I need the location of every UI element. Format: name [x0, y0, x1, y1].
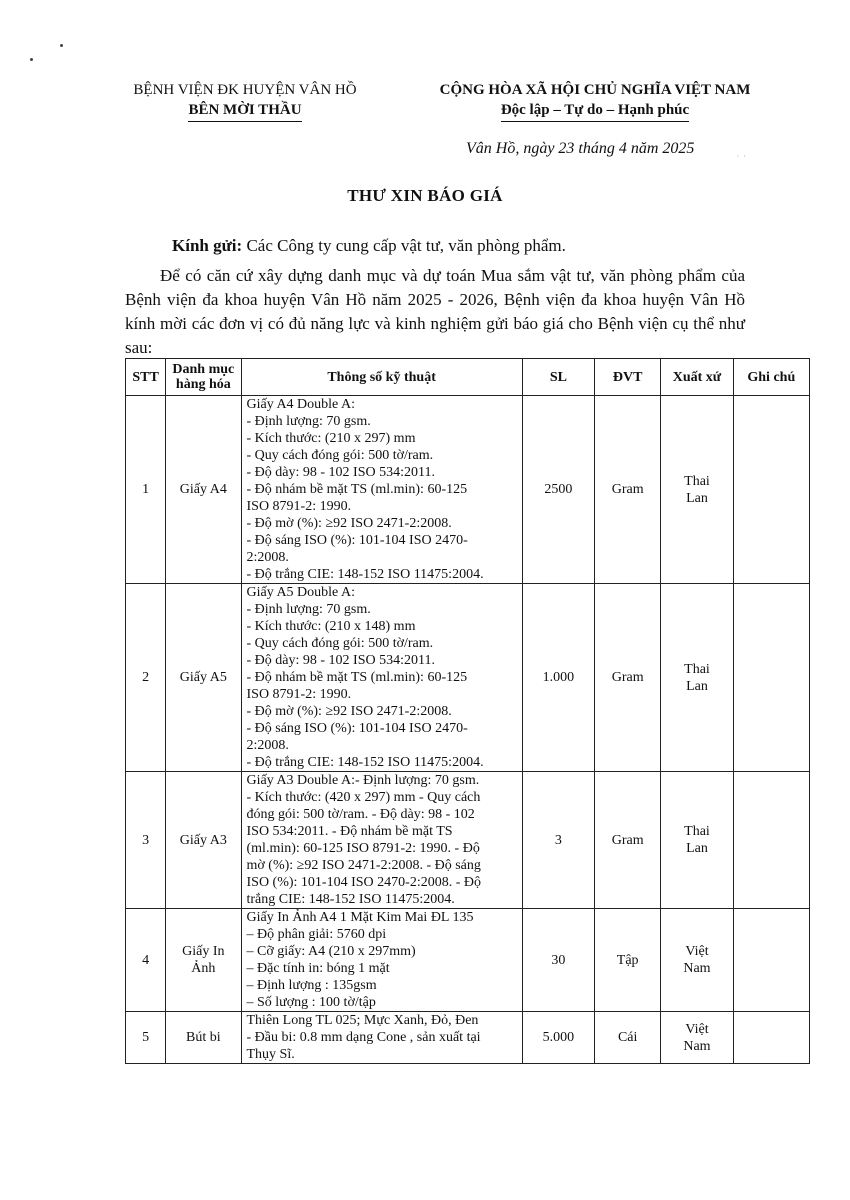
cell-note — [733, 772, 809, 909]
cell-spec-line: - Độ sáng ISO (%): 101-104 ISO 2470- — [246, 721, 468, 736]
cell-spec-line: Giấy In Ảnh A4 1 Mặt Kim Mai ĐL 135 — [246, 910, 474, 925]
cell-spec-line: – Số lượng : 100 tờ/tập — [246, 995, 376, 1010]
cell-note — [733, 396, 809, 584]
cell-quantity: 30 — [522, 909, 594, 1012]
cell-spec-line: - Kích thước: (210 x 297) mm — [246, 431, 416, 446]
cell-spec-line: Giấy A3 Double A:- Định lượng: 70 gsm. — [246, 773, 480, 788]
header-item-name-line: Danh mục — [172, 362, 235, 377]
cell-spec-line: - Độ mờ (%): ≥92 ISO 2471-2:2008. — [246, 516, 452, 531]
cell-spec-line: - Độ nhám bề mặt TS (ml.min): 60-125 — [246, 482, 468, 497]
cell-spec-line: – Đặc tính in: bóng 1 mặt — [246, 961, 390, 976]
cell-item-name: Giấy A5 — [166, 584, 241, 772]
cell-spec-line: trắng CIE: 148-152 ISO 11475:2004. — [246, 892, 455, 907]
cell-origin-line: Việt — [685, 944, 709, 959]
cell-item-name-line: Giấy In — [182, 944, 225, 959]
cell-spec-line: - Độ dày: 98 - 102 ISO 534:2011. — [246, 465, 435, 480]
cell-spec-line: - Quy cách đóng gói: 500 tờ/ram. — [246, 448, 434, 463]
cell-origin-line: Nam — [683, 1038, 711, 1054]
cell-origin — [661, 584, 733, 772]
cell-unit: Cái — [595, 1012, 661, 1064]
cell-stt: 4 — [126, 909, 166, 1012]
cell-spec-line: - Kích thước: (420 x 297) mm - Quy cách — [246, 790, 481, 805]
table-row — [126, 1012, 810, 1064]
cell-item-name: Giấy A3 — [166, 772, 241, 909]
motto: Độc lập – Tự do – Hạnh phúc — [501, 100, 689, 122]
inviter-label: BÊN MỜI THẦU — [188, 100, 301, 122]
header-note: Ghi chú — [733, 359, 809, 396]
greeting — [172, 236, 566, 256]
cell-origin — [661, 772, 733, 909]
cell-spec-line: Giấy A4 Double A: — [246, 397, 355, 412]
cell-spec-line: - Độ mờ (%): ≥92 ISO 2471-2:2008. — [246, 704, 452, 719]
cell-unit: Tập — [595, 909, 661, 1012]
cell-item-name: Giấy A4 — [166, 396, 241, 584]
issuer-header — [110, 80, 380, 122]
cell-spec — [241, 584, 522, 772]
cell-origin-line: Việt — [685, 1021, 709, 1037]
header-item-name — [166, 359, 241, 396]
cell-spec-line: – Độ phân giải: 5760 dpi — [246, 927, 387, 942]
table-header-row — [126, 359, 810, 396]
cell-origin-line: Thai — [684, 661, 710, 677]
cell-spec — [241, 909, 522, 1012]
cell-spec-line: – Cỡ giấy: A4 (210 x 297mm) — [246, 944, 416, 959]
cell-origin-line: Thai — [684, 824, 710, 839]
cell-origin — [661, 1012, 733, 1064]
cell-spec-line: - Độ trắng CIE: 148-152 ISO 11475:2004. — [246, 755, 484, 770]
cell-stt: 1 — [126, 396, 166, 584]
scan-artifact: · · — [736, 150, 747, 162]
cell-note — [733, 1012, 809, 1064]
cell-spec-line: mờ (%): ≥92 ISO 2471-2:2008. - Độ sáng — [246, 858, 481, 873]
cell-origin-line: Thai — [684, 473, 710, 489]
header-unit: ĐVT — [595, 359, 661, 396]
cell-unit: Gram — [595, 584, 661, 772]
intro-paragraph: Để có căn cứ xây dựng danh mục và dự toán Mua sắm vật tư, văn phòng phẩm của Bệnh viện đa khoa huyện Vân Hồ năm 2025 - 2026, Bệnh viện đa khoa huyện Vân Hồ kính mời các đơn vị có đủ năng lực và kinh nghiệm gửi báo giá cho Bệnh viện cụ thể như sau: — [125, 266, 745, 357]
cell-spec-line: - Kích thước: (210 x 148) mm — [246, 619, 416, 634]
cell-spec-line: 2:2008. — [246, 738, 289, 753]
table-row — [126, 772, 810, 909]
cell-origin-line: Lan — [686, 841, 708, 856]
cell-spec-line: (ml.min): 60-125 ISO 8791-2: 1990. - Độ — [246, 841, 480, 856]
cell-spec-line: - Độ sáng ISO (%): 101-104 ISO 2470- — [246, 533, 468, 548]
document-title: THƯ XIN BÁO GIÁ — [347, 186, 503, 205]
cell-spec-line: - Đầu bi: 0.8 mm dạng Cone , sản xuất tại — [246, 1030, 481, 1045]
cell-quantity: 3 — [522, 772, 594, 909]
cell-note — [733, 584, 809, 772]
hospital-name: BỆNH VIỆN ĐK HUYỆN VÂN HỒ — [133, 82, 357, 98]
cell-spec-line: - Độ trắng CIE: 148-152 ISO 11475:2004. — [246, 567, 484, 582]
cell-spec-line: Giấy A5 Double A: — [246, 585, 355, 600]
cell-spec-line: Thụy Sĩ. — [246, 1047, 295, 1062]
table-row — [126, 909, 810, 1012]
header-quantity: SL — [522, 359, 594, 396]
greeting-text: Các Công ty cung cấp vật tư, văn phòng phẩm. — [246, 236, 566, 255]
document-date: Vân Hồ, ngày 23 tháng 4 năm 2025 — [466, 140, 695, 157]
national-header — [410, 80, 780, 122]
header-origin: Xuất xứ — [661, 359, 733, 396]
cell-origin-line: Lan — [686, 490, 708, 506]
header-stt: STT — [126, 359, 166, 396]
cell-spec — [241, 1012, 522, 1064]
cell-spec-line: - Định lượng: 70 gsm. — [246, 602, 371, 617]
country-name: CỘNG HÒA XÃ HỘI CHỦ NGHĨA VIỆT NAM — [439, 82, 751, 98]
cell-spec — [241, 772, 522, 909]
table-row — [126, 396, 810, 584]
cell-spec-line: đóng gói: 500 tờ/ram. - Độ dày: 98 - 102 — [246, 807, 475, 822]
cell-item-name-line: Ảnh — [191, 961, 216, 976]
cell-note — [733, 909, 809, 1012]
cell-quantity: 1.000 — [522, 584, 594, 772]
greeting-label: Kính gửi: — [172, 236, 243, 255]
cell-origin — [661, 396, 733, 584]
cell-spec-line: 2:2008. — [246, 550, 289, 565]
cell-spec-line: - Độ nhám bề mặt TS (ml.min): 60-125 — [246, 670, 468, 685]
header-spec: Thông số kỹ thuật — [241, 359, 522, 396]
cell-spec-line: - Định lượng: 70 gsm. — [246, 414, 371, 429]
cell-unit: Gram — [595, 772, 661, 909]
header-item-name-line: hàng hóa — [175, 377, 231, 392]
cell-stt: 2 — [126, 584, 166, 772]
cell-quantity: 5.000 — [522, 1012, 594, 1064]
scan-speck — [60, 44, 63, 47]
cell-spec-line: ISO 8791-2: 1990. — [246, 687, 352, 702]
items-table — [125, 358, 810, 1064]
cell-origin-line: Lan — [686, 678, 708, 694]
cell-item-name: Bút bi — [166, 1012, 241, 1064]
cell-stt: 5 — [126, 1012, 166, 1064]
table-row — [126, 584, 810, 772]
cell-spec — [241, 396, 522, 584]
cell-quantity: 2500 — [522, 396, 594, 584]
cell-unit: Gram — [595, 396, 661, 584]
cell-spec-line: Thiên Long TL 025; Mực Xanh, Đỏ, Đen — [246, 1013, 479, 1028]
cell-spec-line: - Độ dày: 98 - 102 ISO 534:2011. — [246, 653, 435, 668]
cell-origin — [661, 909, 733, 1012]
cell-origin-line: Nam — [683, 961, 711, 976]
cell-spec-line: - Quy cách đóng gói: 500 tờ/ram. — [246, 636, 434, 651]
cell-item-name — [166, 909, 241, 1012]
cell-spec-line: ISO 8791-2: 1990. — [246, 499, 352, 514]
cell-spec-line: ISO 534:2011. - Độ nhám bề mặt TS — [246, 824, 453, 839]
scan-speck — [30, 58, 33, 61]
cell-stt: 3 — [126, 772, 166, 909]
cell-spec-line: ISO (%): 101-104 ISO 2470-2:2008. - Độ — [246, 875, 481, 890]
cell-spec-line: – Định lượng : 135gsm — [246, 978, 377, 993]
